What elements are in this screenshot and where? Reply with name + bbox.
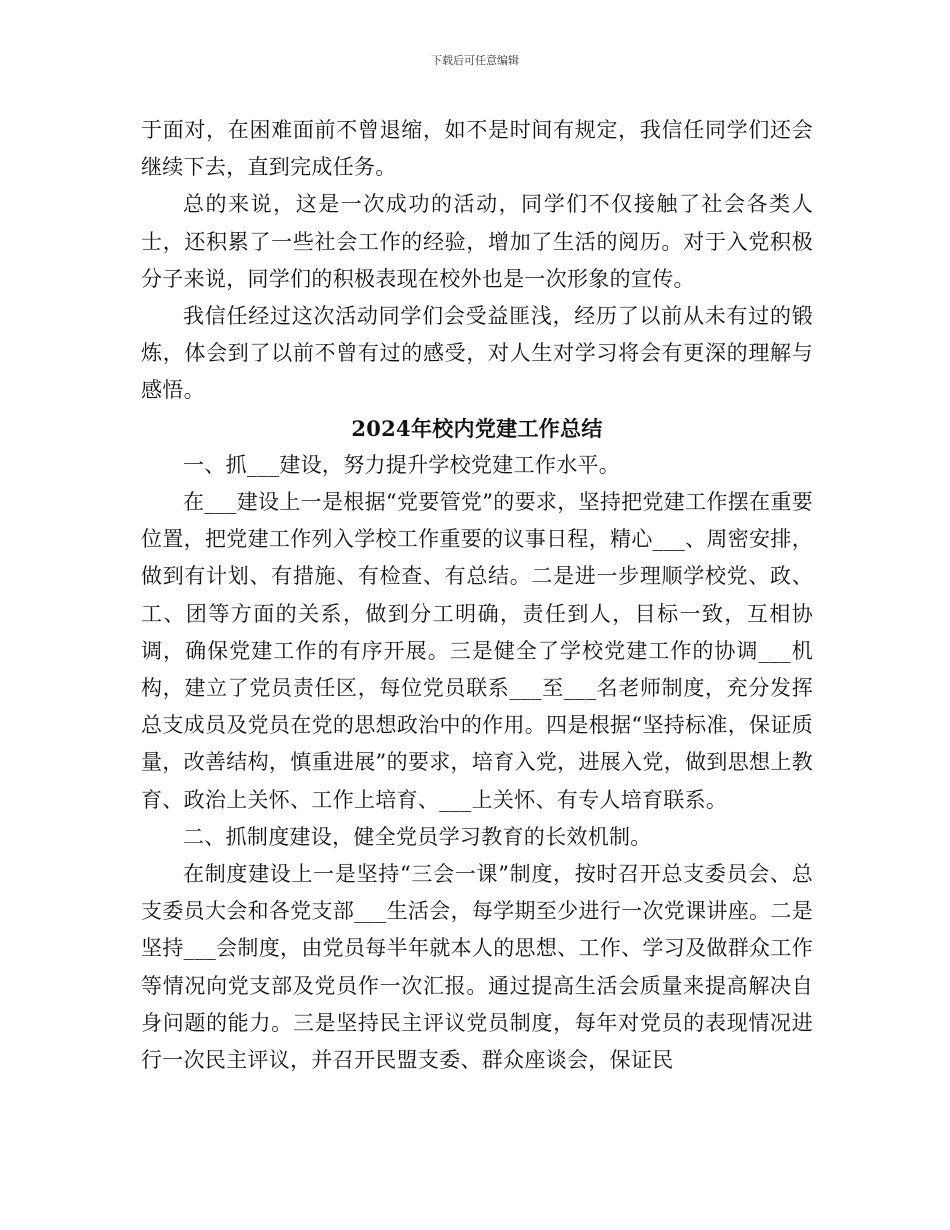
section-1-heading: 一、抓___建设，努力提升学校党建工作水平。 (183, 452, 621, 477)
page-header-note: 下载后可任意编辑 (431, 54, 519, 67)
document-body (141, 112, 813, 1079)
section-2-heading: 二、抓制度建设，健全党员学习教育的长效机制。 (183, 824, 652, 849)
document-title: 2024年校内党建工作总结 (351, 415, 603, 441)
section-1-body: 在___建设上一是根据“党要管党”的要求，坚持把党建工作摆在重要位置，把党建工作列入学校工作重要的议事日程，精心___、周密安排，做到有计划、有措施、有检查、有总结。二是进一步理顺学校党、政、工、团等方面的关系，做到分工明确，责任到人，目标一致，互相协调，确保党建工作的有序开展。三是健全了学校党建工作的协调___机构，建立了党员责任区，每位党员联系___至___名老师制度，充分发挥总支成员及党员在党的思想政治中的作用。四是根据“坚持标准，保证质量，改善结构，慎重进展”的要求，培育入党，进展入党，做到思想上教育、政治上关怀、工作上培育、___上关怀、有专人培育联系。 (141, 490, 813, 812)
paragraph-summary: 总的来说，这是一次成功的活动，同学们不仅接触了社会各类人士，还积累了一些社会工作的经验，增加了生活的阅历。对于入党积极分子来说，同学们的积极表现在校外也是一次形象的宣传。 (141, 192, 813, 291)
section-2-body: 在制度建设上一是坚持“三会一课”制度，按时召开总支委员会、总支委员大会和各党支部___生活会，每学期至少进行一次党课讲座。二是坚持___会制度，由党员每半年就本人的思想、工作、学习及做群众工作等情况向党支部及党员作一次汇报。通过提高生活会质量来提高解决自身问题的能力。三是坚持民主评议党员制度，每年对党员的表现情况进行一次民主评议，并召开民盟支委、群众座谈会，保证民 (141, 862, 813, 1073)
paragraph-continuation: 于面对，在困难面前不曾退缩，如不是时间有规定，我信任同学们还会继续下去，直到完成任务。 (141, 118, 813, 180)
paragraph-conclusion: 我信任经过这次活动同学们会受益匪浅，经历了以前从未有过的锻炼，体会到了以前不曾有过的感受，对人生对学习将会有更深的理解与感悟。 (141, 304, 813, 403)
